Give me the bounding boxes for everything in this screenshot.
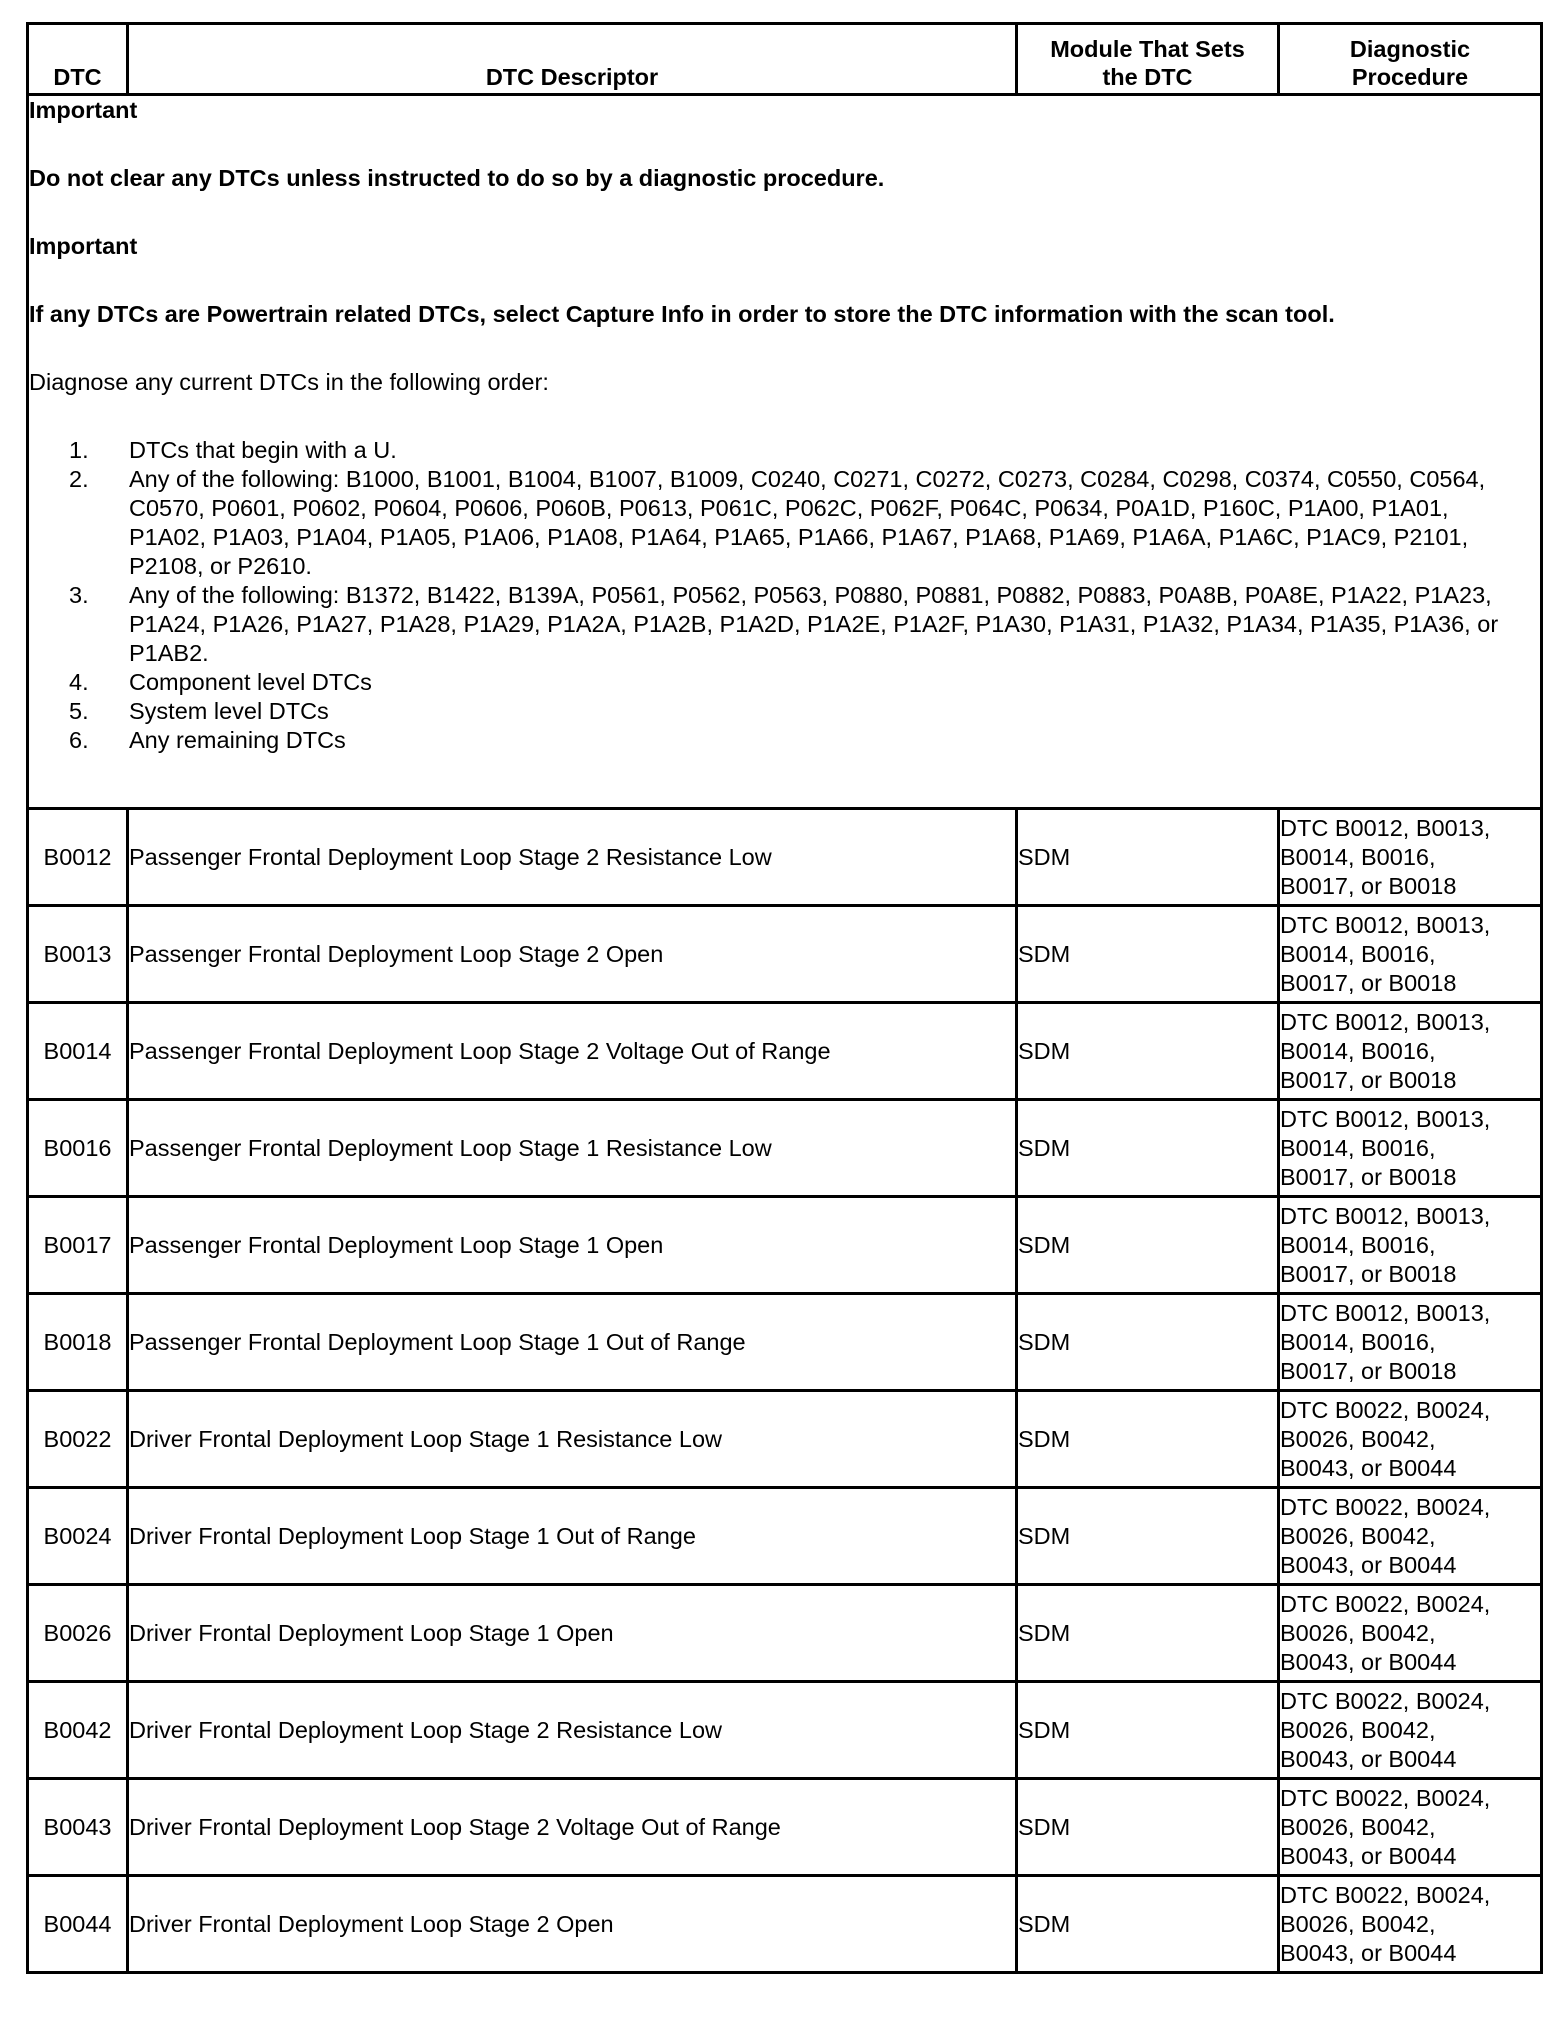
procedure-line: B0043, or B0044	[1280, 1648, 1457, 1675]
module-name: SDM	[1017, 906, 1279, 1003]
notes-row	[28, 95, 1542, 809]
module-name: SDM	[1017, 1294, 1279, 1391]
procedure-line: DTC B0022, B0024,	[1280, 1493, 1491, 1520]
procedure-line: B0026, B0042,	[1280, 1425, 1436, 1452]
procedure-line: B0017, or B0018	[1280, 1163, 1457, 1190]
procedure-line: DTC B0012, B0013,	[1280, 814, 1491, 841]
procedure-line: B0043, or B0044	[1280, 1551, 1457, 1578]
module-name: SDM	[1017, 1197, 1279, 1294]
header-procedure	[1279, 24, 1542, 95]
dtc-descriptor: Driver Frontal Deployment Loop Stage 1 Resistance Low	[128, 1391, 1017, 1488]
procedure-line: B0017, or B0018	[1280, 1357, 1457, 1384]
dtc-code: B0043	[28, 1779, 128, 1876]
header-dtc: DTC	[28, 24, 128, 95]
dtc-code: B0022	[28, 1391, 128, 1488]
header-module-line2: the DTC	[1102, 64, 1193, 90]
procedure-line: B0026, B0042,	[1280, 1522, 1436, 1549]
order-item-number: 2.	[69, 466, 89, 492]
procedure-line: B0043, or B0044	[1280, 1842, 1457, 1869]
module-name: SDM	[1017, 809, 1279, 906]
table-row	[28, 1876, 1542, 1973]
table-row	[28, 1488, 1542, 1585]
module-name: SDM	[1017, 1391, 1279, 1488]
procedure-line: B0043, or B0044	[1280, 1745, 1457, 1772]
diagnose-intro: Diagnose any current DTCs in the following order:	[29, 369, 549, 395]
order-item-text: DTCs that begin with a U.	[129, 437, 397, 463]
dtc-descriptor: Driver Frontal Deployment Loop Stage 2 Voltage Out of Range	[128, 1779, 1017, 1876]
procedure-line: B0014, B0016,	[1280, 940, 1436, 967]
diagnostic-procedure-link[interactable]	[1279, 1003, 1542, 1100]
procedure-line: B0043, or B0044	[1280, 1939, 1457, 1966]
order-item-text: Component level DTCs	[129, 669, 372, 695]
header-procedure-line1: Diagnostic	[1349, 36, 1471, 62]
procedure-line: DTC B0012, B0013,	[1280, 1202, 1491, 1229]
dtc-code: B0017	[28, 1197, 128, 1294]
table-row	[28, 1294, 1542, 1391]
table-row	[28, 1197, 1542, 1294]
procedure-line: B0017, or B0018	[1280, 969, 1457, 996]
header-module	[1017, 24, 1279, 95]
module-name: SDM	[1017, 1100, 1279, 1197]
dtc-descriptor: Passenger Frontal Deployment Loop Stage 2 Voltage Out of Range	[128, 1003, 1017, 1100]
module-name: SDM	[1017, 1488, 1279, 1585]
header-procedure-line2: Procedure	[1351, 64, 1469, 90]
order-item-number: 1.	[69, 437, 89, 463]
diagnostic-procedure-link[interactable]	[1279, 1488, 1542, 1585]
procedure-line: B0026, B0042,	[1280, 1813, 1436, 1840]
dtc-code: B0018	[28, 1294, 128, 1391]
dtc-code: B0014	[28, 1003, 128, 1100]
procedure-line: B0017, or B0018	[1280, 1066, 1457, 1093]
procedure-line: B0014, B0016,	[1280, 1134, 1436, 1161]
procedure-line: DTC B0022, B0024,	[1280, 1687, 1491, 1714]
diagnostic-procedure-link[interactable]	[1279, 1585, 1542, 1682]
table-row	[28, 906, 1542, 1003]
module-name: SDM	[1017, 1779, 1279, 1876]
dtc-descriptor: Passenger Frontal Deployment Loop Stage 2 Resistance Low	[128, 809, 1017, 906]
procedure-line: B0026, B0042,	[1280, 1619, 1436, 1646]
procedure-line: DTC B0022, B0024,	[1280, 1881, 1491, 1908]
dtc-descriptor: Driver Frontal Deployment Loop Stage 1 Open	[128, 1585, 1017, 1682]
procedure-line: B0014, B0016,	[1280, 1231, 1436, 1258]
order-item-text: Any of the following: B1000, B1001, B1004, B1007, B1009, C0240, C0271, C0272, C0273, C0284, C0298, C0374, C0550, C0564, C0570, P0601, P0602, P0604, P0606, P060B, P0613, P061C, P062C, P062F, P064C, P0634, P0A1D, P160C, P1A00, P1A01, P1A02, P1A03, P1A04, P1A05, P1A06, P1A08, P1A64, P1A65, P1A66, P1A67, P1A68, P1A69, P1A6A, P1A6C, P1AC9, P2101, P2108, or P2610.	[129, 466, 1486, 579]
table-row	[28, 1100, 1542, 1197]
diagnostic-procedure-link[interactable]	[1279, 1197, 1542, 1294]
procedure-line: B0043, or B0044	[1280, 1454, 1457, 1481]
dtc-code: B0044	[28, 1876, 128, 1973]
diagnosis-order-list	[29, 436, 1540, 755]
procedure-line: B0026, B0042,	[1280, 1910, 1436, 1937]
module-name: SDM	[1017, 1876, 1279, 1973]
module-name: SDM	[1017, 1682, 1279, 1779]
notes-cell	[28, 95, 1542, 809]
diagnostic-procedure-link[interactable]	[1279, 1100, 1542, 1197]
diagnostic-procedure-link[interactable]	[1279, 1294, 1542, 1391]
important-label: Important	[29, 97, 138, 123]
procedure-line: DTC B0022, B0024,	[1280, 1396, 1491, 1423]
dtc-table	[26, 22, 1543, 1974]
procedure-line: B0026, B0042,	[1280, 1716, 1436, 1743]
dtc-code: B0026	[28, 1585, 128, 1682]
order-item-text: Any of the following: B1372, B1422, B139A, P0561, P0562, P0563, P0880, P0881, P0882, P0883, P0A8B, P0A8E, P1A22, P1A23, P1A24, P1A26, P1A27, P1A28, P1A29, P1A2A, P1A2B, P1A2D, P1A2E, P1A2F, P1A30, P1A31, P1A32, P1A34, P1A35, P1A36, or P1AB2.	[129, 582, 1499, 666]
order-item	[29, 465, 1540, 581]
procedure-line: DTC B0012, B0013,	[1280, 911, 1491, 938]
important-notice: Do not clear any DTCs unless instructed to do so by a diagnostic procedure.	[29, 165, 885, 191]
procedure-line: B0017, or B0018	[1280, 872, 1457, 899]
order-item-text: System level DTCs	[129, 698, 329, 724]
dtc-descriptor: Passenger Frontal Deployment Loop Stage 2 Open	[128, 906, 1017, 1003]
procedure-line: DTC B0012, B0013,	[1280, 1299, 1491, 1326]
dtc-code: B0024	[28, 1488, 128, 1585]
dtc-code: B0012	[28, 809, 128, 906]
procedure-line: DTC B0012, B0013,	[1280, 1105, 1491, 1132]
dtc-descriptor: Driver Frontal Deployment Loop Stage 1 Out of Range	[128, 1488, 1017, 1585]
procedure-line: B0014, B0016,	[1280, 843, 1436, 870]
diagnostic-procedure-link[interactable]	[1279, 906, 1542, 1003]
diagnostic-procedure-link[interactable]	[1279, 1682, 1542, 1779]
order-item-number: 4.	[69, 669, 89, 695]
important-notice: If any DTCs are Powertrain related DTCs, select Capture Info in order to store the DTC information with the scan tool.	[29, 301, 1335, 327]
order-item	[29, 726, 1540, 755]
table-row	[28, 1391, 1542, 1488]
procedure-line: B0017, or B0018	[1280, 1260, 1457, 1287]
module-name: SDM	[1017, 1003, 1279, 1100]
diagnostic-procedure-link[interactable]	[1279, 1876, 1542, 1973]
document-page	[26, 22, 1540, 2000]
table-row	[28, 809, 1542, 906]
table-header-row	[28, 24, 1542, 95]
diagnostic-procedure-link[interactable]	[1279, 809, 1542, 906]
header-module-line1: Module That Sets	[1050, 36, 1245, 62]
table-row	[28, 1682, 1542, 1779]
procedure-line: DTC B0022, B0024,	[1280, 1784, 1491, 1811]
procedure-line: B0014, B0016,	[1280, 1328, 1436, 1355]
order-item-number: 3.	[69, 582, 89, 608]
procedure-line: B0014, B0016,	[1280, 1037, 1436, 1064]
order-item-text: Any remaining DTCs	[129, 727, 346, 753]
dtc-descriptor: Passenger Frontal Deployment Loop Stage 1 Open	[128, 1197, 1017, 1294]
order-item	[29, 436, 1540, 465]
order-item	[29, 697, 1540, 726]
dtc-descriptor: Passenger Frontal Deployment Loop Stage 1 Resistance Low	[128, 1100, 1017, 1197]
order-item-number: 5.	[69, 698, 89, 724]
dtc-code: B0016	[28, 1100, 128, 1197]
procedure-line: DTC B0012, B0013,	[1280, 1008, 1491, 1035]
diagnostic-procedure-link[interactable]	[1279, 1391, 1542, 1488]
header-descriptor: DTC Descriptor	[128, 24, 1017, 95]
diagnostic-procedure-link[interactable]	[1279, 1779, 1542, 1876]
table-row	[28, 1003, 1542, 1100]
dtc-code: B0013	[28, 906, 128, 1003]
order-item	[29, 581, 1540, 668]
dtc-code: B0042	[28, 1682, 128, 1779]
important-label: Important	[29, 233, 138, 259]
table-row	[28, 1585, 1542, 1682]
dtc-descriptor: Passenger Frontal Deployment Loop Stage 1 Out of Range	[128, 1294, 1017, 1391]
dtc-descriptor: Driver Frontal Deployment Loop Stage 2 Resistance Low	[128, 1682, 1017, 1779]
procedure-line: DTC B0022, B0024,	[1280, 1590, 1491, 1617]
dtc-descriptor: Driver Frontal Deployment Loop Stage 2 Open	[128, 1876, 1017, 1973]
order-item	[29, 668, 1540, 697]
table-row	[28, 1779, 1542, 1876]
module-name: SDM	[1017, 1585, 1279, 1682]
order-item-number: 6.	[69, 727, 89, 753]
